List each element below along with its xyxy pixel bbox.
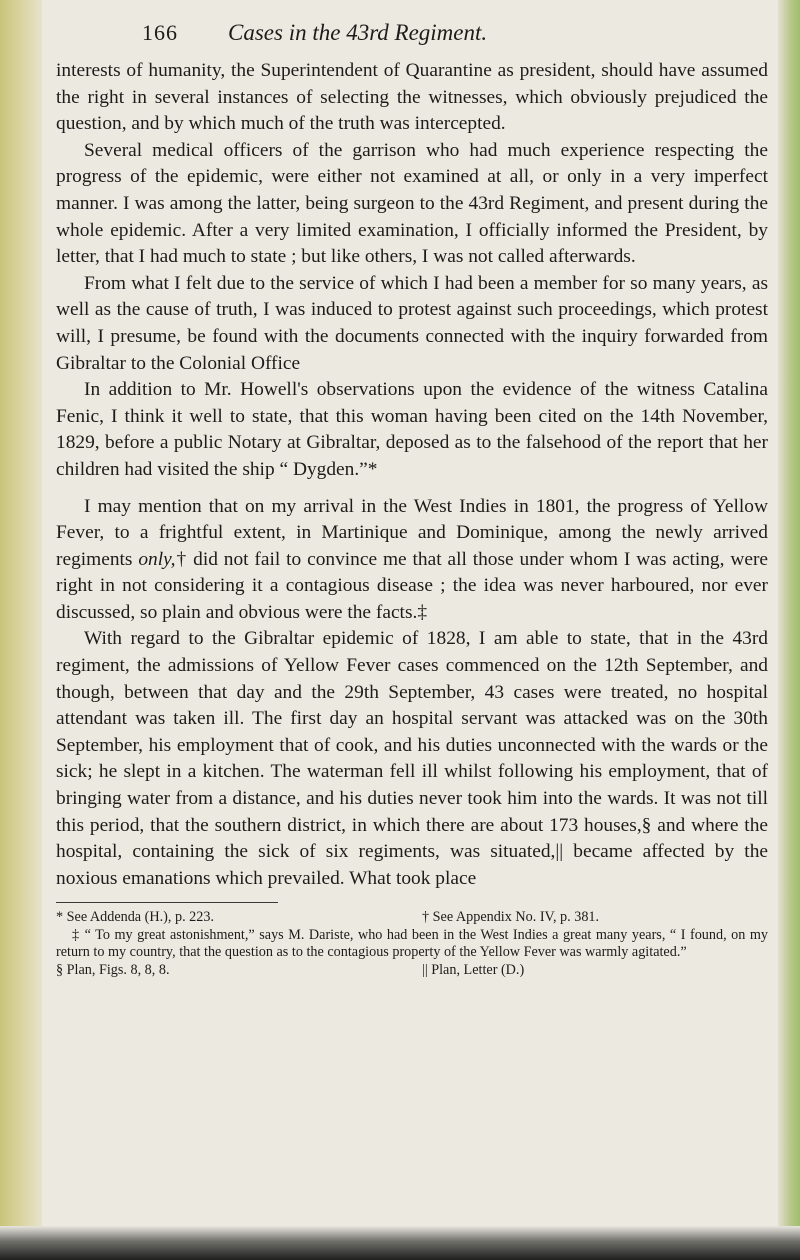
paragraph-6: With regard to the Gibraltar epidemic of 1828, I am able to state, that in the 43rd regiment, the admissions of Yellow Fever cases commenced on the 12th September, and though, between that day and the 29th September, 43 cases were treated, no hospital attendant was taken ill. The first day an hospital servant was attacked was on the 30th September, his employment that of cook, and his duties unconnected with the wards or the sick; he slept in a kitchen. The waterman fell ill whilst following his employment, that of bringing water from a distance, and his duties never took him into the wards. It was not till this period, that the southern district, in which there are about 173 houses,§ and where the hospital, containing the sick of six regiments, was situated,|| became affected by the noxious emanations which prevailed. What took place: [56, 628, 768, 889]
paragraph-3: From what I felt due to the service of which I had been a member for so many years, as well as the cause of truth, I was induced to protest against such proceedings, which protest will, I presume, be found with the documents connected with the inquiry forwarded from Gibraltar to the Colonial Office: [56, 272, 768, 374]
page-right-edge: [778, 0, 800, 1260]
running-title: Cases in the 43rd Regiment.: [228, 20, 488, 45]
footnote-rule: [56, 902, 278, 903]
footnote-row-1: [56, 909, 768, 926]
footnotes: [56, 909, 768, 979]
paragraph-5: [56, 494, 768, 627]
page-left-edge: [0, 0, 42, 1260]
footnote-dagger: † See Appendix No. IV, p. 381.: [422, 909, 600, 926]
running-head: [56, 14, 768, 58]
paragraph-1: interests of humanity, the Superintendent of Quarantine as president, should have assumed the right in several instances of selecting the witnesses, which obviously prejudiced the question, and by which much of the truth was intercepted.: [56, 60, 768, 135]
paragraph-5-emphasis: only,: [138, 548, 176, 570]
paragraph-5-end: † did not fail to convince me that all those under whom I was acting, were right in not considering it a contagious disease ; the idea was never harboured, nor ever discussed, so plain and obvious were the facts.‡: [56, 548, 769, 623]
footnote-star: * See Addenda (H.), p. 223.: [56, 909, 215, 926]
page-bottom-edge: [0, 1226, 800, 1260]
book-page: [56, 14, 768, 979]
footnote-parallel: || Plan, Letter (D.): [422, 961, 525, 978]
paragraph-4: In addition to Mr. Howell's observations upon the evidence of the witness Catalina Fenic, I think it well to state, that this woman having been cited on the 14th November, 1829, before a public Notary at Gibraltar, deposed as to the falsehood of the report that her children had visited the ship “ Dygden.”*: [56, 379, 768, 480]
page-number: 166: [142, 20, 178, 45]
body-text: [56, 58, 768, 892]
paragraph-2: Several medical officers of the garrison who had much experience respecting the progress of the epidemic, were either not examined at all, or only in a very imperfect manner. I was among the latter, being surgeon to the 43rd Regiment, and present during the whole epidemic. After a very limited examination, I officially informed the President, by letter, that I had much to state ; but like others, I was not called afterwards.: [56, 139, 768, 268]
footnote-section: § Plan, Figs. 8, 8, 8.: [56, 961, 170, 978]
footnote-row-3: [56, 962, 768, 979]
paragraph-5-start: I may mention that on my arrival in the West Indies in 1801, the progress of Yellow Fever, to a frightful extent, in Martinique and Dominique, among the newly arrived regiments: [56, 495, 768, 570]
footnote-double-dagger: ‡ “ To my great astonishment,” says M. Dariste, who had been in the West Indies a great many years, “ I found, on my return to my country, that the question as to the contagious property of the Yellow Fever was warmly agitated.”: [56, 926, 768, 961]
